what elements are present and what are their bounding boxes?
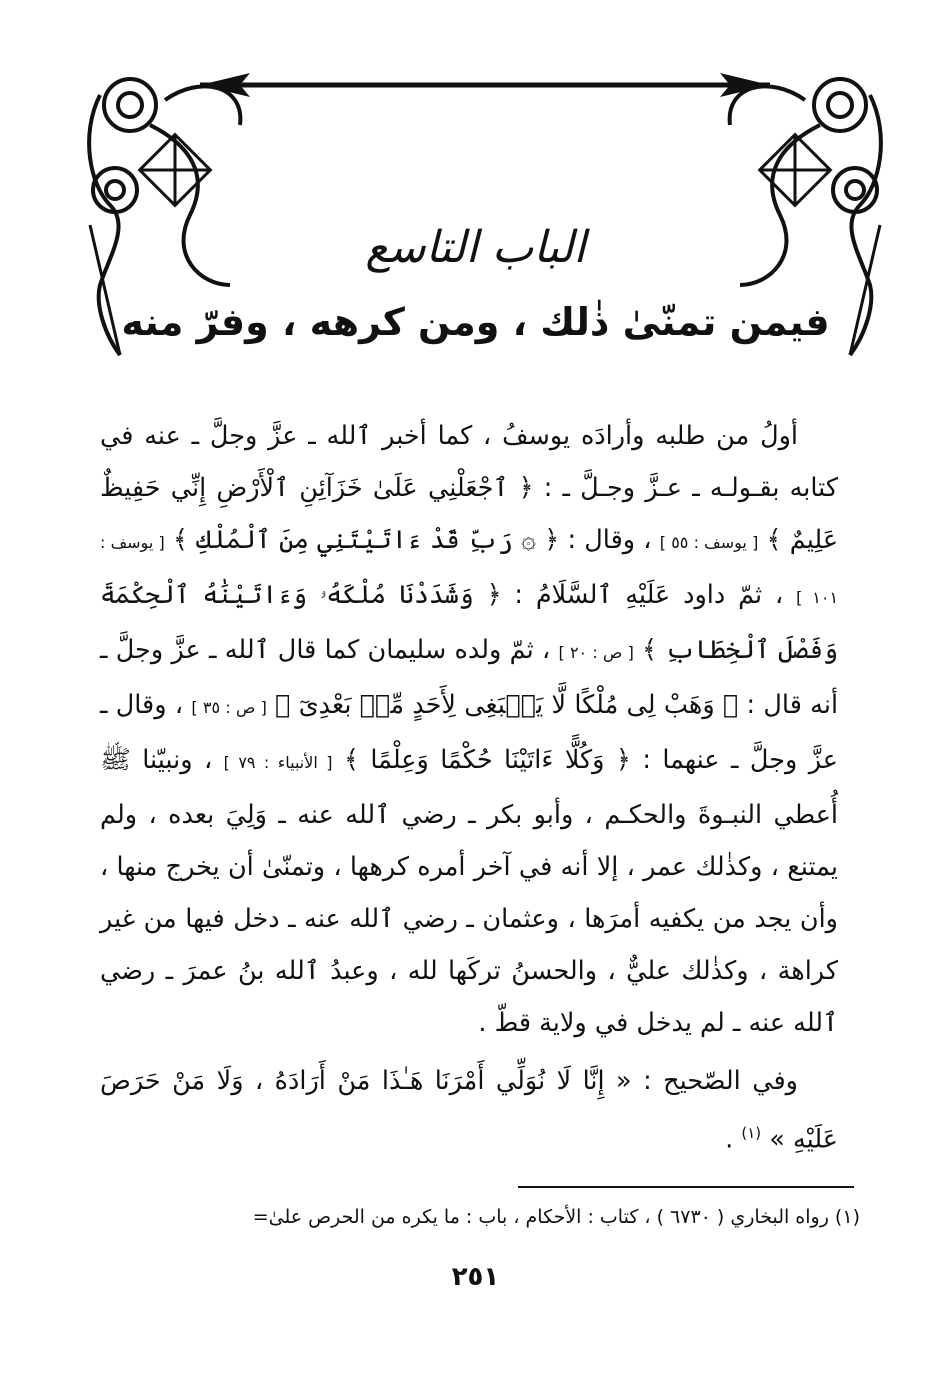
verse-reference: [ يوسف : ٥٥ ]: [659, 533, 759, 552]
text-run: ، وقال :: [559, 525, 660, 555]
paragraph-2: [100, 1055, 838, 1166]
chapter-title: فيمن تمنّىٰ ذٰلك ، ومن كرهه ، وفرّ منه: [121, 300, 830, 344]
main-text: [100, 410, 838, 1166]
page-number: ٢٥١: [451, 1262, 500, 1292]
text-run: ، ثمّ ولده سليمان كما قال ٱلله ـ عزَّ وجلَّ ـ أنه قال :: [100, 635, 839, 720]
text-run: ، وقال ـ عزَّ وجلَّ ـ عنهما :: [100, 690, 838, 775]
quran-verse: ﴿ وَشَدَدْنَا مُلْكَهُۥ وَءَاتَيْنَٰهُ ٱلْحِكْمَةَ وَفَصْلَ ٱلْخِطَابِ ﴾: [100, 580, 839, 665]
text-run: ، ثمّ داود عَلَيْهِ ٱلسَّلَامُ :: [501, 580, 797, 610]
verse-reference: [ الأنبياء : ٧٩ ]: [223, 753, 333, 772]
text-run: ، ونبيّنا ﷺ أُعطي النبـوةَ والحكـم ، وأبو بكر ـ رضي ٱلله عنه ـ وَلِيَ بعده ، ولم يمتنع ، وكذٰلك عمر ، إلا أنه في آخر أمره كرهها ، وتمنّىٰ أن يخرج منها ، وأن يجد من يكفيه أمرَها ، وعثمان ـ رضي ٱلله عنه ـ دخل فيها من غير كراهة ، وكذٰلك عليٌّ ، والحسنُ تركَها لله ، وعبدُ ٱلله بنُ عمرَ ـ رضي ٱلله عنه ـ لم يدخل في ولاية قطّ .: [100, 745, 838, 1038]
chapter-label: الباب التاسع: [365, 222, 586, 273]
quran-verse: ﴿ ۞ رَبِّ قَدْ ءَاتَيْتَنِي مِنَ ٱلْمُلْكِ ﴾: [172, 525, 560, 555]
quran-verse: ﴿ وَكُلًّا ءَاتَيْنَا حُكْمًا وَعِلْمًا ﴾: [343, 745, 631, 775]
footnote: (١) رواه البخاري ( ٦٧٣٠ ) ، كتاب : الأحكام ، باب : ما يكره من الحرص علىٰ=: [252, 1206, 860, 1228]
text-run: أولُ من طلبه وأرادَه يوسفُ ، كما أخبر ٱلله ـ عزَّ وجلَّ ـ عنه في كتابه بقـولـه ـ عـزَّ وجـلَّ ـ :: [100, 421, 838, 503]
paragraph-1: [100, 410, 838, 1049]
verse-reference: [ يوسف : ١٠١ ]: [100, 533, 839, 607]
hadith-quote: وفي الصّحيح : « إِنَّا لَا نُوَلِّي أَمْرَنَا هَـٰذَا مَنْ أَرَادَهُ ، وَلَا مَنْ حَرَصَ عَلَيْهِ »: [100, 1066, 838, 1155]
footnote-separator: [518, 1186, 854, 1188]
quran-verse: ﴿ وَهَبْ لِى مُلْكًا لَّا يَنۢبَغِى لِأَحَدٍ مِّنۢ بَعْدِىٓ ﴾: [275, 690, 739, 720]
verse-reference: [ ص : ٢٠ ]: [558, 643, 634, 662]
footnote-marker: (١): [741, 1124, 762, 1142]
quran-verse: ﴿ ٱجْعَلْنِي عَلَىٰ خَزَآئِنِ ٱلْأَرْضِ إِنِّي حَفِيظٌ عَلِيمٌ ﴾: [100, 473, 839, 555]
verse-reference: [ ص : ٣٥ ]: [191, 698, 267, 717]
text-run: .: [725, 1124, 742, 1155]
